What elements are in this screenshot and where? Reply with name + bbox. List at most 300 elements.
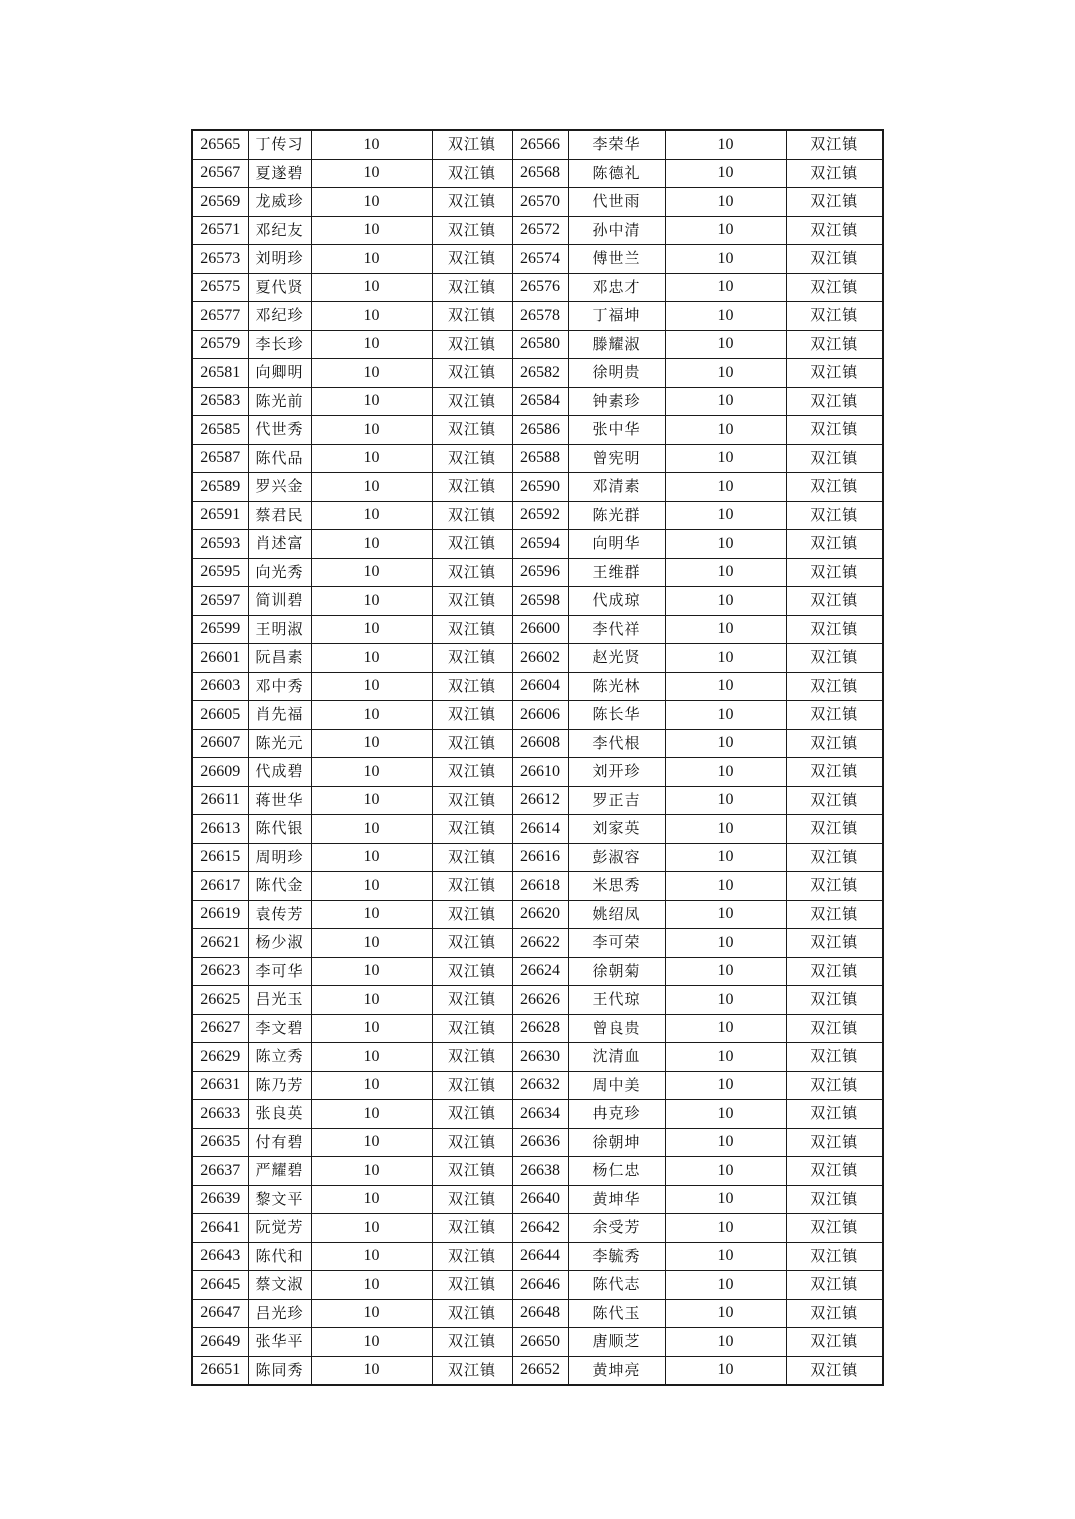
left-amount-cell: 10 (311, 1242, 432, 1271)
right-amount-cell: 10 (665, 530, 786, 559)
left-person-name-cell: 刘明珍 (248, 245, 311, 274)
right-person-name-cell: 徐朝菊 (568, 957, 665, 986)
table-row (192, 1242, 883, 1271)
right-person-name-cell: 傅世兰 (568, 245, 665, 274)
roster-table (191, 129, 884, 1386)
left-amount-cell: 10 (311, 501, 432, 530)
right-record-id-cell: 26566 (512, 130, 568, 159)
right-amount-cell: 10 (665, 929, 786, 958)
left-town-cell: 双江镇 (432, 929, 512, 958)
right-record-id-cell: 26652 (512, 1356, 568, 1385)
left-record-id-cell: 26613 (192, 815, 248, 844)
right-person-name-cell: 邓忠才 (568, 273, 665, 302)
right-town-cell: 双江镇 (786, 1071, 883, 1100)
right-town-cell: 双江镇 (786, 729, 883, 758)
left-amount-cell: 10 (311, 1214, 432, 1243)
left-person-name-cell: 严耀碧 (248, 1157, 311, 1186)
table-row (192, 758, 883, 787)
left-town-cell: 双江镇 (432, 1100, 512, 1129)
left-amount-cell: 10 (311, 872, 432, 901)
left-person-name-cell: 付有碧 (248, 1128, 311, 1157)
right-town-cell: 双江镇 (786, 1242, 883, 1271)
left-person-name-cell: 陈光元 (248, 729, 311, 758)
right-person-name-cell: 代世雨 (568, 188, 665, 217)
right-record-id-cell: 26618 (512, 872, 568, 901)
left-record-id-cell: 26579 (192, 330, 248, 359)
right-town-cell: 双江镇 (786, 615, 883, 644)
left-person-name-cell: 罗兴金 (248, 473, 311, 502)
right-record-id-cell: 26578 (512, 302, 568, 331)
table-row (192, 501, 883, 530)
left-person-name-cell: 陈立秀 (248, 1043, 311, 1072)
left-person-name-cell: 李长珍 (248, 330, 311, 359)
right-amount-cell: 10 (665, 1299, 786, 1328)
right-person-name-cell: 黄坤亮 (568, 1356, 665, 1385)
right-town-cell: 双江镇 (786, 1128, 883, 1157)
table-row (192, 986, 883, 1015)
left-amount-cell: 10 (311, 1271, 432, 1300)
left-person-name-cell: 周明珍 (248, 843, 311, 872)
right-town-cell: 双江镇 (786, 130, 883, 159)
left-record-id-cell: 26651 (192, 1356, 248, 1385)
right-amount-cell: 10 (665, 644, 786, 673)
table-row (192, 245, 883, 274)
right-record-id-cell: 26612 (512, 786, 568, 815)
left-person-name-cell: 黎文平 (248, 1185, 311, 1214)
left-town-cell: 双江镇 (432, 216, 512, 245)
right-person-name-cell: 沈清血 (568, 1043, 665, 1072)
right-record-id-cell: 26602 (512, 644, 568, 673)
left-town-cell: 双江镇 (432, 473, 512, 502)
right-town-cell: 双江镇 (786, 786, 883, 815)
left-record-id-cell: 26585 (192, 416, 248, 445)
left-record-id-cell: 26617 (192, 872, 248, 901)
right-record-id-cell: 26628 (512, 1014, 568, 1043)
right-town-cell: 双江镇 (786, 188, 883, 217)
left-person-name-cell: 吕光珍 (248, 1299, 311, 1328)
left-amount-cell: 10 (311, 786, 432, 815)
left-record-id-cell: 26583 (192, 387, 248, 416)
left-amount-cell: 10 (311, 330, 432, 359)
left-person-name-cell: 王明淑 (248, 615, 311, 644)
left-town-cell: 双江镇 (432, 530, 512, 559)
right-amount-cell: 10 (665, 387, 786, 416)
table-row (192, 672, 883, 701)
left-record-id-cell: 26575 (192, 273, 248, 302)
table-row (192, 900, 883, 929)
left-amount-cell: 10 (311, 843, 432, 872)
right-amount-cell: 10 (665, 1043, 786, 1072)
left-town-cell: 双江镇 (432, 1271, 512, 1300)
left-amount-cell: 10 (311, 615, 432, 644)
left-person-name-cell: 龙威珍 (248, 188, 311, 217)
right-town-cell: 双江镇 (786, 216, 883, 245)
left-amount-cell: 10 (311, 188, 432, 217)
right-record-id-cell: 26634 (512, 1100, 568, 1129)
right-town-cell: 双江镇 (786, 1100, 883, 1129)
table-row (192, 786, 883, 815)
table-row (192, 815, 883, 844)
left-town-cell: 双江镇 (432, 302, 512, 331)
left-amount-cell: 10 (311, 1100, 432, 1129)
left-person-name-cell: 蔡君民 (248, 501, 311, 530)
left-town-cell: 双江镇 (432, 444, 512, 473)
left-amount-cell: 10 (311, 701, 432, 730)
right-town-cell: 双江镇 (786, 273, 883, 302)
left-person-name-cell: 陈代和 (248, 1242, 311, 1271)
left-amount-cell: 10 (311, 273, 432, 302)
left-town-cell: 双江镇 (432, 1328, 512, 1357)
left-amount-cell: 10 (311, 587, 432, 616)
left-amount-cell: 10 (311, 957, 432, 986)
right-person-name-cell: 刘家英 (568, 815, 665, 844)
left-person-name-cell: 陈代金 (248, 872, 311, 901)
table-row (192, 929, 883, 958)
right-amount-cell: 10 (665, 986, 786, 1015)
table-row (192, 1185, 883, 1214)
left-person-name-cell: 夏代贤 (248, 273, 311, 302)
left-person-name-cell: 吕光玉 (248, 986, 311, 1015)
left-town-cell: 双江镇 (432, 872, 512, 901)
right-amount-cell: 10 (665, 1242, 786, 1271)
table-row (192, 273, 883, 302)
right-person-name-cell: 杨仁忠 (568, 1157, 665, 1186)
table-row (192, 1157, 883, 1186)
left-record-id-cell: 26609 (192, 758, 248, 787)
right-amount-cell: 10 (665, 701, 786, 730)
table-row (192, 1128, 883, 1157)
left-amount-cell: 10 (311, 644, 432, 673)
left-town-cell: 双江镇 (432, 159, 512, 188)
left-town-cell: 双江镇 (432, 130, 512, 159)
left-record-id-cell: 26619 (192, 900, 248, 929)
left-amount-cell: 10 (311, 387, 432, 416)
right-record-id-cell: 26630 (512, 1043, 568, 1072)
right-record-id-cell: 26574 (512, 245, 568, 274)
left-person-name-cell: 陈代银 (248, 815, 311, 844)
table-row (192, 872, 883, 901)
roster-body (192, 130, 883, 1385)
left-record-id-cell: 26601 (192, 644, 248, 673)
left-record-id-cell: 26615 (192, 843, 248, 872)
left-town-cell: 双江镇 (432, 729, 512, 758)
table-row (192, 587, 883, 616)
right-town-cell: 双江镇 (786, 843, 883, 872)
right-record-id-cell: 26588 (512, 444, 568, 473)
right-amount-cell: 10 (665, 330, 786, 359)
table-row (192, 216, 883, 245)
right-amount-cell: 10 (665, 159, 786, 188)
left-amount-cell: 10 (311, 1043, 432, 1072)
left-amount-cell: 10 (311, 729, 432, 758)
left-town-cell: 双江镇 (432, 900, 512, 929)
left-record-id-cell: 26621 (192, 929, 248, 958)
right-person-name-cell: 陈代志 (568, 1271, 665, 1300)
right-amount-cell: 10 (665, 587, 786, 616)
left-town-cell: 双江镇 (432, 615, 512, 644)
left-person-name-cell: 杨少淑 (248, 929, 311, 958)
right-amount-cell: 10 (665, 843, 786, 872)
right-person-name-cell: 唐顺芝 (568, 1328, 665, 1357)
right-record-id-cell: 26600 (512, 615, 568, 644)
right-town-cell: 双江镇 (786, 330, 883, 359)
table-row (192, 644, 883, 673)
right-record-id-cell: 26592 (512, 501, 568, 530)
right-person-name-cell: 余受芳 (568, 1214, 665, 1243)
left-record-id-cell: 26567 (192, 159, 248, 188)
table-row (192, 1328, 883, 1357)
table-row (192, 615, 883, 644)
right-record-id-cell: 26620 (512, 900, 568, 929)
right-record-id-cell: 26572 (512, 216, 568, 245)
right-person-name-cell: 赵光贤 (568, 644, 665, 673)
right-amount-cell: 10 (665, 786, 786, 815)
table-row (192, 701, 883, 730)
left-record-id-cell: 26611 (192, 786, 248, 815)
right-town-cell: 双江镇 (786, 1328, 883, 1357)
left-town-cell: 双江镇 (432, 986, 512, 1015)
right-person-name-cell: 钟素珍 (568, 387, 665, 416)
table-row (192, 558, 883, 587)
table-row (192, 330, 883, 359)
right-amount-cell: 10 (665, 1014, 786, 1043)
left-town-cell: 双江镇 (432, 815, 512, 844)
table-row (192, 729, 883, 758)
table-row (192, 1014, 883, 1043)
right-record-id-cell: 26640 (512, 1185, 568, 1214)
right-person-name-cell: 陈光群 (568, 501, 665, 530)
right-amount-cell: 10 (665, 1185, 786, 1214)
right-amount-cell: 10 (665, 1214, 786, 1243)
right-amount-cell: 10 (665, 245, 786, 274)
right-record-id-cell: 26598 (512, 587, 568, 616)
left-person-name-cell: 邓纪珍 (248, 302, 311, 331)
left-amount-cell: 10 (311, 159, 432, 188)
right-amount-cell: 10 (665, 615, 786, 644)
left-town-cell: 双江镇 (432, 1214, 512, 1243)
right-person-name-cell: 李荣华 (568, 130, 665, 159)
right-record-id-cell: 26610 (512, 758, 568, 787)
left-record-id-cell: 26649 (192, 1328, 248, 1357)
left-town-cell: 双江镇 (432, 330, 512, 359)
left-person-name-cell: 蔡文淑 (248, 1271, 311, 1300)
left-person-name-cell: 蒋世华 (248, 786, 311, 815)
right-amount-cell: 10 (665, 672, 786, 701)
right-amount-cell: 10 (665, 1271, 786, 1300)
left-record-id-cell: 26589 (192, 473, 248, 502)
left-person-name-cell: 代成碧 (248, 758, 311, 787)
table-row (192, 1043, 883, 1072)
right-record-id-cell: 26580 (512, 330, 568, 359)
right-person-name-cell: 滕耀淑 (568, 330, 665, 359)
table-row (192, 473, 883, 502)
left-record-id-cell: 26635 (192, 1128, 248, 1157)
right-person-name-cell: 姚绍凤 (568, 900, 665, 929)
right-town-cell: 双江镇 (786, 444, 883, 473)
left-town-cell: 双江镇 (432, 1157, 512, 1186)
left-record-id-cell: 26647 (192, 1299, 248, 1328)
right-town-cell: 双江镇 (786, 815, 883, 844)
right-person-name-cell: 黄坤华 (568, 1185, 665, 1214)
left-person-name-cell: 丁传习 (248, 130, 311, 159)
right-amount-cell: 10 (665, 216, 786, 245)
left-record-id-cell: 26629 (192, 1043, 248, 1072)
right-record-id-cell: 26624 (512, 957, 568, 986)
left-amount-cell: 10 (311, 672, 432, 701)
right-amount-cell: 10 (665, 1157, 786, 1186)
right-record-id-cell: 26608 (512, 729, 568, 758)
left-amount-cell: 10 (311, 1014, 432, 1043)
left-town-cell: 双江镇 (432, 188, 512, 217)
left-record-id-cell: 26587 (192, 444, 248, 473)
left-town-cell: 双江镇 (432, 245, 512, 274)
right-person-name-cell: 丁福坤 (568, 302, 665, 331)
right-record-id-cell: 26604 (512, 672, 568, 701)
right-town-cell: 双江镇 (786, 929, 883, 958)
left-town-cell: 双江镇 (432, 843, 512, 872)
right-amount-cell: 10 (665, 273, 786, 302)
right-record-id-cell: 26648 (512, 1299, 568, 1328)
table-row (192, 359, 883, 388)
right-record-id-cell: 26606 (512, 701, 568, 730)
left-town-cell: 双江镇 (432, 758, 512, 787)
right-town-cell: 双江镇 (786, 1014, 883, 1043)
left-person-name-cell: 简训碧 (248, 587, 311, 616)
table-row (192, 302, 883, 331)
right-person-name-cell: 王代琼 (568, 986, 665, 1015)
right-person-name-cell: 代成琼 (568, 587, 665, 616)
table-row (192, 1299, 883, 1328)
right-person-name-cell: 米思秀 (568, 872, 665, 901)
left-amount-cell: 10 (311, 359, 432, 388)
left-amount-cell: 10 (311, 929, 432, 958)
right-town-cell: 双江镇 (786, 387, 883, 416)
left-record-id-cell: 26573 (192, 245, 248, 274)
left-record-id-cell: 26597 (192, 587, 248, 616)
left-record-id-cell: 26599 (192, 615, 248, 644)
right-record-id-cell: 26626 (512, 986, 568, 1015)
right-record-id-cell: 26644 (512, 1242, 568, 1271)
left-town-cell: 双江镇 (432, 558, 512, 587)
right-record-id-cell: 26622 (512, 929, 568, 958)
right-record-id-cell: 26568 (512, 159, 568, 188)
right-person-name-cell: 曾宪明 (568, 444, 665, 473)
right-record-id-cell: 26586 (512, 416, 568, 445)
right-person-name-cell: 曾良贵 (568, 1014, 665, 1043)
right-town-cell: 双江镇 (786, 1185, 883, 1214)
left-record-id-cell: 26625 (192, 986, 248, 1015)
right-amount-cell: 10 (665, 758, 786, 787)
right-person-name-cell: 陈光林 (568, 672, 665, 701)
left-person-name-cell: 代世秀 (248, 416, 311, 445)
right-record-id-cell: 26570 (512, 188, 568, 217)
table-row (192, 159, 883, 188)
left-record-id-cell: 26603 (192, 672, 248, 701)
right-person-name-cell: 彭淑容 (568, 843, 665, 872)
right-person-name-cell: 李可荣 (568, 929, 665, 958)
left-town-cell: 双江镇 (432, 786, 512, 815)
right-amount-cell: 10 (665, 558, 786, 587)
right-person-name-cell: 邓清素 (568, 473, 665, 502)
left-person-name-cell: 袁传芳 (248, 900, 311, 929)
left-amount-cell: 10 (311, 530, 432, 559)
right-record-id-cell: 26646 (512, 1271, 568, 1300)
right-amount-cell: 10 (665, 444, 786, 473)
left-amount-cell: 10 (311, 1071, 432, 1100)
table-row (192, 957, 883, 986)
right-amount-cell: 10 (665, 1100, 786, 1129)
table-row (192, 188, 883, 217)
left-person-name-cell: 阮觉芳 (248, 1214, 311, 1243)
left-town-cell: 双江镇 (432, 359, 512, 388)
right-person-name-cell: 王维群 (568, 558, 665, 587)
table-row (192, 1271, 883, 1300)
left-record-id-cell: 26627 (192, 1014, 248, 1043)
left-record-id-cell: 26631 (192, 1071, 248, 1100)
left-amount-cell: 10 (311, 558, 432, 587)
right-amount-cell: 10 (665, 302, 786, 331)
right-person-name-cell: 向明华 (568, 530, 665, 559)
table-row (192, 1214, 883, 1243)
right-amount-cell: 10 (665, 900, 786, 929)
left-amount-cell: 10 (311, 1128, 432, 1157)
left-town-cell: 双江镇 (432, 501, 512, 530)
right-person-name-cell: 刘开珍 (568, 758, 665, 787)
right-amount-cell: 10 (665, 188, 786, 217)
left-person-name-cell: 阮昌素 (248, 644, 311, 673)
left-record-id-cell: 26571 (192, 216, 248, 245)
right-record-id-cell: 26594 (512, 530, 568, 559)
left-town-cell: 双江镇 (432, 644, 512, 673)
left-record-id-cell: 26623 (192, 957, 248, 986)
left-town-cell: 双江镇 (432, 416, 512, 445)
left-amount-cell: 10 (311, 1157, 432, 1186)
right-town-cell: 双江镇 (786, 644, 883, 673)
left-record-id-cell: 26639 (192, 1185, 248, 1214)
right-amount-cell: 10 (665, 1071, 786, 1100)
right-person-name-cell: 罗正吉 (568, 786, 665, 815)
left-town-cell: 双江镇 (432, 273, 512, 302)
right-person-name-cell: 李毓秀 (568, 1242, 665, 1271)
right-person-name-cell: 李代根 (568, 729, 665, 758)
right-person-name-cell: 李代祥 (568, 615, 665, 644)
right-amount-cell: 10 (665, 359, 786, 388)
left-record-id-cell: 26581 (192, 359, 248, 388)
left-town-cell: 双江镇 (432, 1356, 512, 1385)
right-record-id-cell: 26642 (512, 1214, 568, 1243)
right-person-name-cell: 徐明贵 (568, 359, 665, 388)
left-town-cell: 双江镇 (432, 1185, 512, 1214)
left-amount-cell: 10 (311, 444, 432, 473)
right-amount-cell: 10 (665, 1328, 786, 1357)
left-town-cell: 双江镇 (432, 1071, 512, 1100)
left-town-cell: 双江镇 (432, 957, 512, 986)
table-row (192, 1356, 883, 1385)
left-record-id-cell: 26593 (192, 530, 248, 559)
right-amount-cell: 10 (665, 1356, 786, 1385)
right-town-cell: 双江镇 (786, 1356, 883, 1385)
table-row (192, 444, 883, 473)
table-row (192, 530, 883, 559)
right-town-cell: 双江镇 (786, 587, 883, 616)
right-amount-cell: 10 (665, 1128, 786, 1157)
right-amount-cell: 10 (665, 416, 786, 445)
left-town-cell: 双江镇 (432, 1043, 512, 1072)
right-town-cell: 双江镇 (786, 302, 883, 331)
right-person-name-cell: 徐朝坤 (568, 1128, 665, 1157)
left-town-cell: 双江镇 (432, 672, 512, 701)
table-row (192, 416, 883, 445)
